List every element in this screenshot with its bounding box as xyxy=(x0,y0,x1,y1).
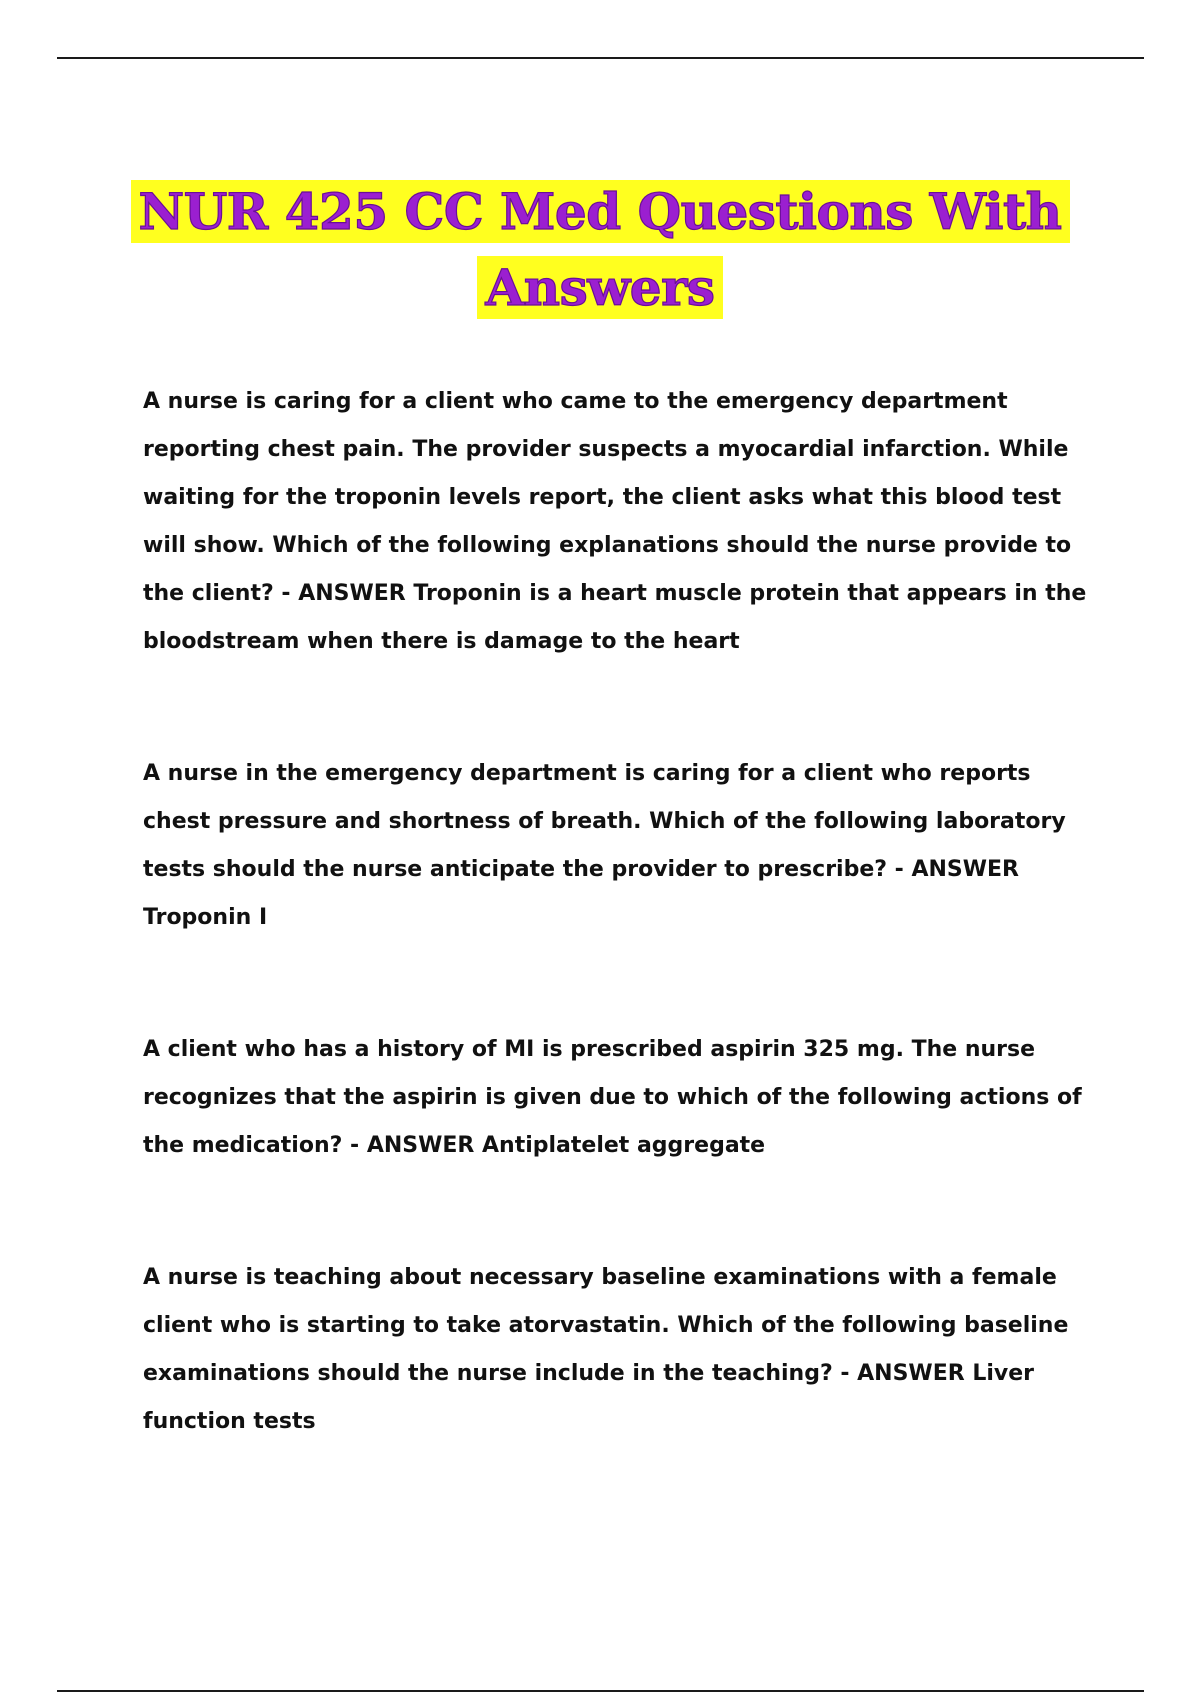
question-answer-4: A nurse is teaching about necessary baseline examinations with a female client who is starting to take atorvastatin. Which of the following baseline examinations should the nurse include in the teaching? - ANSWER Liver function tests xyxy=(143,1265,1069,1434)
question-answer-2: A nurse in the emergency department is caring for a client who reports chest pressure and shortness of breath. Which of the following laboratory tests should the nurse anticipate the provider to prescribe? - ANSWER Troponin I xyxy=(143,761,1066,930)
question-list xyxy=(143,378,1103,1446)
title-line-2: Answers xyxy=(477,256,722,319)
title-line-1: NUR 425 CC Med Questions With xyxy=(131,180,1070,243)
question-answer-1: A nurse is caring for a client who came to the emergency department reporting chest pain. The provider suspects a myocardial infarction. While waiting for the troponin levels report, the client asks what this blood test will show. Which of the following explanations should the nurse provide to the client? - ANSWER Troponin is a heart muscle protein that appears in the bloodstream when there is damage to the heart xyxy=(143,389,1087,654)
header-rule xyxy=(57,57,1144,59)
document-title xyxy=(60,174,1140,326)
footer-rule xyxy=(57,1690,1144,1692)
question-answer-3: A client who has a history of MI is prescribed aspirin 325 mg. The nurse recognizes that the aspirin is given due to which of the following actions of the medication? - ANSWER Antiplatelet aggregate xyxy=(143,1037,1082,1158)
